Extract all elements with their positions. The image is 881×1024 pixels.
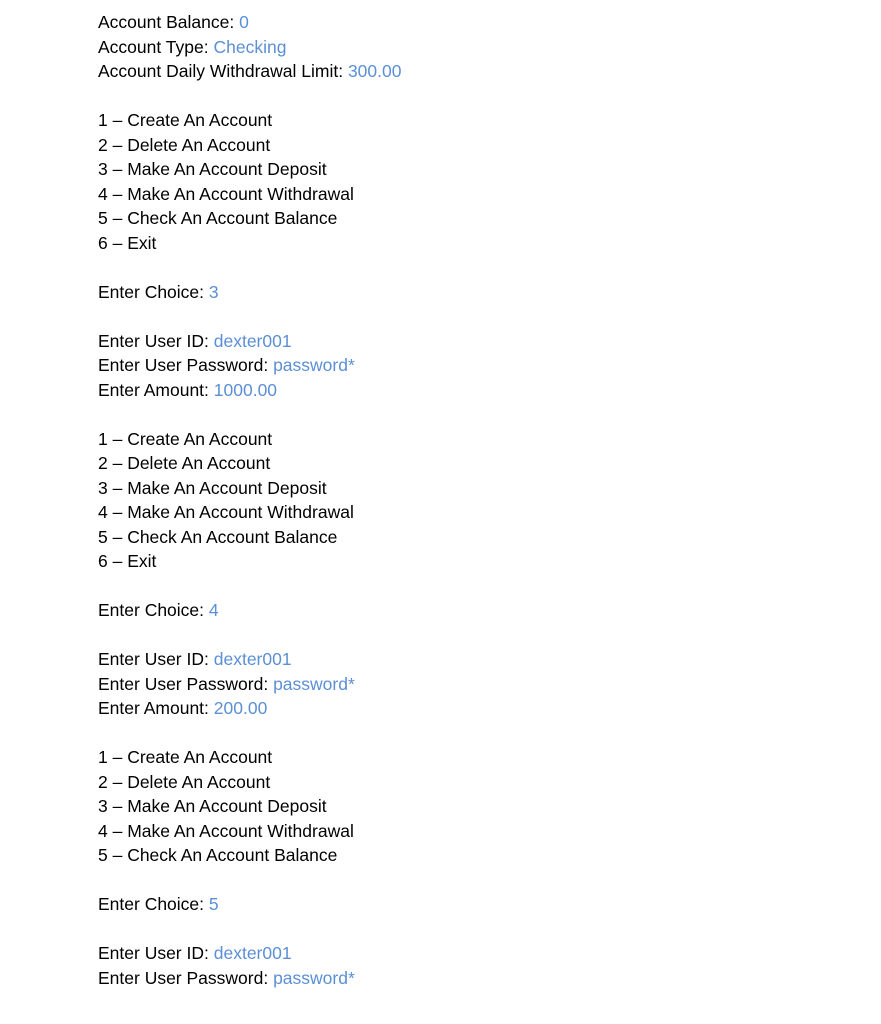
spacer bbox=[98, 402, 858, 427]
menu-item-delete: 2 – Delete An Account bbox=[98, 771, 271, 792]
menu-item-deposit: 3 – Make An Account Deposit bbox=[98, 477, 327, 498]
choice-line bbox=[98, 280, 858, 305]
account-balance-value: 0 bbox=[239, 12, 249, 32]
choice-line bbox=[98, 598, 858, 623]
user-id-line bbox=[98, 647, 858, 672]
user-id-line bbox=[98, 941, 858, 966]
password-label: Enter User Password: bbox=[98, 967, 269, 988]
password-label: Enter User Password: bbox=[98, 673, 269, 694]
menu-item-withdrawal: 4 – Make An Account Withdrawal bbox=[98, 502, 354, 522]
password-line bbox=[98, 353, 858, 378]
spacer bbox=[98, 721, 858, 746]
choice-value: 4 bbox=[208, 600, 219, 620]
amount-value: 200.00 bbox=[213, 698, 268, 718]
user-id-value: dexter001 bbox=[213, 943, 292, 963]
password-line bbox=[98, 672, 858, 697]
password-value: password* bbox=[273, 967, 355, 988]
user-id-line bbox=[98, 329, 858, 354]
menu-item-delete: 2 – Delete An Account bbox=[98, 453, 271, 473]
spacer bbox=[98, 917, 858, 942]
spacer bbox=[98, 868, 858, 893]
menu-item-delete: 2 – Delete An Account bbox=[98, 134, 271, 155]
amount-value: 1000.00 bbox=[213, 379, 278, 400]
spacer bbox=[98, 304, 858, 329]
password-value: password* bbox=[273, 355, 355, 375]
password-label: Enter User Password: bbox=[98, 355, 269, 375]
withdrawal-limit-line bbox=[98, 59, 858, 84]
menu-item-withdrawal: 4 – Make An Account Withdrawal bbox=[98, 820, 354, 841]
spacer bbox=[98, 574, 858, 599]
menu-item-check-balance: 5 – Check An Account Balance bbox=[98, 208, 338, 228]
password-value: password* bbox=[273, 673, 355, 694]
menu-item-exit: 6 – Exit bbox=[98, 551, 157, 571]
menu-item-create: 1 – Create An Account bbox=[98, 747, 273, 767]
amount-label: Enter Amount: bbox=[98, 379, 209, 400]
amount-line bbox=[98, 378, 858, 403]
menu-item-withdrawal: 4 – Make An Account Withdrawal bbox=[98, 183, 354, 204]
user-id-label: Enter User ID: bbox=[98, 943, 209, 963]
account-balance-line bbox=[98, 10, 858, 35]
menu-item-deposit: 3 – Make An Account Deposit bbox=[98, 796, 327, 816]
choice-label: Enter Choice: bbox=[98, 894, 205, 914]
spacer bbox=[98, 84, 858, 109]
user-id-value: dexter001 bbox=[213, 649, 292, 669]
choice-line bbox=[98, 892, 858, 917]
amount-line bbox=[98, 696, 858, 721]
menu-item-check-balance: 5 – Check An Account Balance bbox=[98, 526, 338, 547]
choice-label: Enter Choice: bbox=[98, 600, 205, 620]
user-id-value: dexter001 bbox=[213, 330, 292, 351]
spacer bbox=[98, 255, 858, 280]
menu-item-create: 1 – Create An Account bbox=[98, 428, 273, 449]
choice-value: 3 bbox=[208, 281, 219, 302]
menu-item-check-balance: 5 – Check An Account Balance bbox=[98, 845, 338, 865]
menu-item-create: 1 – Create An Account bbox=[98, 110, 273, 130]
user-id-label: Enter User ID: bbox=[98, 649, 209, 669]
choice-label: Enter Choice: bbox=[98, 281, 205, 302]
password-line bbox=[98, 966, 858, 991]
menu-item-deposit: 3 – Make An Account Deposit bbox=[98, 159, 327, 179]
account-type-label: Account Type: bbox=[98, 36, 209, 57]
account-type-value: Checking bbox=[213, 36, 287, 57]
account-type-line bbox=[98, 35, 858, 60]
withdrawal-limit-value: 300.00 bbox=[347, 61, 402, 81]
withdrawal-limit-label: Account Daily Withdrawal Limit: bbox=[98, 61, 344, 81]
spacer bbox=[98, 623, 858, 648]
choice-value: 5 bbox=[208, 894, 219, 914]
console-transcript bbox=[98, 10, 858, 990]
amount-label: Enter Amount: bbox=[98, 698, 209, 718]
user-id-label: Enter User ID: bbox=[98, 330, 209, 351]
account-balance-label: Account Balance: bbox=[98, 12, 235, 32]
menu-item-exit: 6 – Exit bbox=[98, 232, 157, 253]
